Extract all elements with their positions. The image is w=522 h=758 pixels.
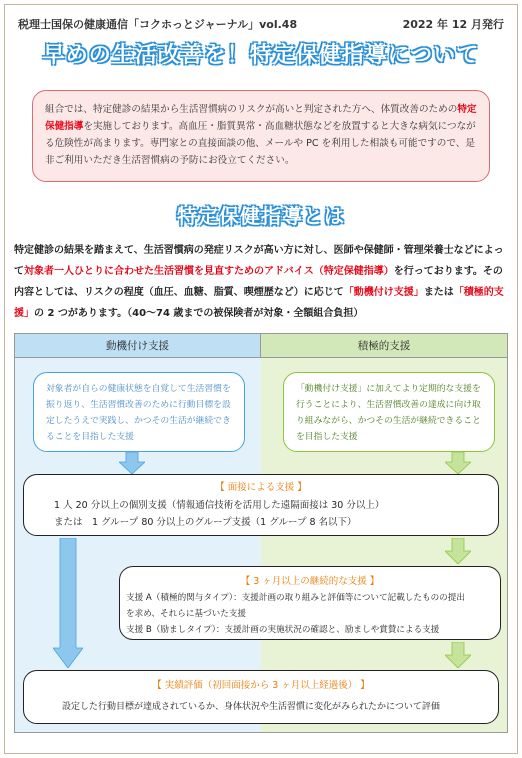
main-title: 早めの生活改善を！特定保健指導について [42, 43, 480, 68]
arrow-down-icon [119, 452, 145, 474]
desc-highlight-3: 「積極的支援」 [14, 287, 504, 319]
desc-text-1: 特定健診の結果を踏まえて、生活習慣病の発症リスクが高い方に対し、医師や保健師・管理栄養士などによって [14, 245, 504, 277]
step3-line1: 設定した行動目標が達成されているか、身体状況や生活習慣に変化がみられたかについて評価 [62, 702, 440, 712]
step-performance-evaluation [23, 670, 499, 724]
step-continuous-support [119, 566, 501, 640]
arrow-down-icon [445, 538, 471, 564]
newsletter-title: 税理士国保の健康通信「コクホっとジャーナル」vol.48 [18, 18, 298, 31]
step1-line2: または 1 グループ 80 分以上のグループ支援（1 グループ 8 名以下） [54, 517, 357, 528]
desc-text-4: の 2 つがあります。（40～74 歳までの被保険者が対象・全額組合負担） [34, 308, 364, 319]
intro-text-1: 組合では、特定健診の結果から生活習慣病のリスクが高いと判定された方へ、体質改善のための [45, 104, 458, 115]
intro-box [32, 90, 490, 182]
desc-highlight-1: 対象者一人ひとりに合わせた生活習慣を見直すためのアドバイス（特定保健指導） [24, 266, 394, 277]
step1-line1: 1 人 20 分以上の個別支援（情報通信技術を活用した遠隔面接は 30 分以上） [54, 500, 385, 511]
step3-title: 【 実績評価（初回面接から 3 ヶ月以上経過後） 】 [152, 680, 370, 691]
col-header-motivational: 動機付け支援 [15, 334, 261, 358]
arrow-down-icon [445, 452, 471, 474]
active-support-box: 「動機付け支援」に加えてより定期的な支援を行うことにより、生活習慣改善の達成に向け取り組みながら、かつその生活が継続できることを目指した支援 [283, 372, 495, 452]
step2-line1: 支援 A（積極的関与タイプ）：支援計画の取り組みと評価等について記載したものの提出 [126, 593, 465, 603]
support-flow-chart [14, 333, 508, 733]
intro-text-2: を実施しております。高血圧・脂質異常・高血糖状態などを放置すると大きな病気につながる危険性が高まります。専門家との直接面談の他、メールや PC を利用した相談も可能ですので、是非ご利用いただき生活習慣病の予防にお役立てください。 [45, 121, 476, 166]
motivational-support-box: 対象者が自らの健康状態を自覚して生活習慣を振り返り、生活習慣改善のために行動目標を設定したうえで実践し、かつその生活が継続できることを目指した支援 [33, 372, 245, 452]
step2-line3: 支援 B（励ましタイプ）：支援計画の実施状況の確認と、励ましや賞賛による支援 [126, 625, 440, 635]
desc-highlight-2: 「動機付け支援」 [343, 287, 424, 298]
col-header-active: 積極的支援 [261, 334, 507, 358]
step-interview-support [23, 474, 499, 536]
issue-date: 2022 年 12 月発行 [402, 18, 504, 31]
step2-title: 【 3 ヶ月以上の継続的な支援 】 [240, 576, 380, 587]
step1-title: 【 面接による支援 】 [215, 482, 307, 493]
long-arrow-down-icon [53, 538, 83, 668]
section-title: 特定保健指導とは [177, 204, 345, 228]
arrow-down-icon [445, 642, 471, 668]
description [14, 240, 510, 324]
intro-highlight: 特定保健指導 [45, 104, 477, 132]
step2-line2: を求め、それらに基づいた支援 [126, 609, 246, 619]
desc-text-2: を行っております。その内容としては、リスクの程度（血圧、血糖、脂質、喫煙歴など）に応じて [14, 266, 503, 298]
desc-text-3: または [423, 287, 454, 298]
